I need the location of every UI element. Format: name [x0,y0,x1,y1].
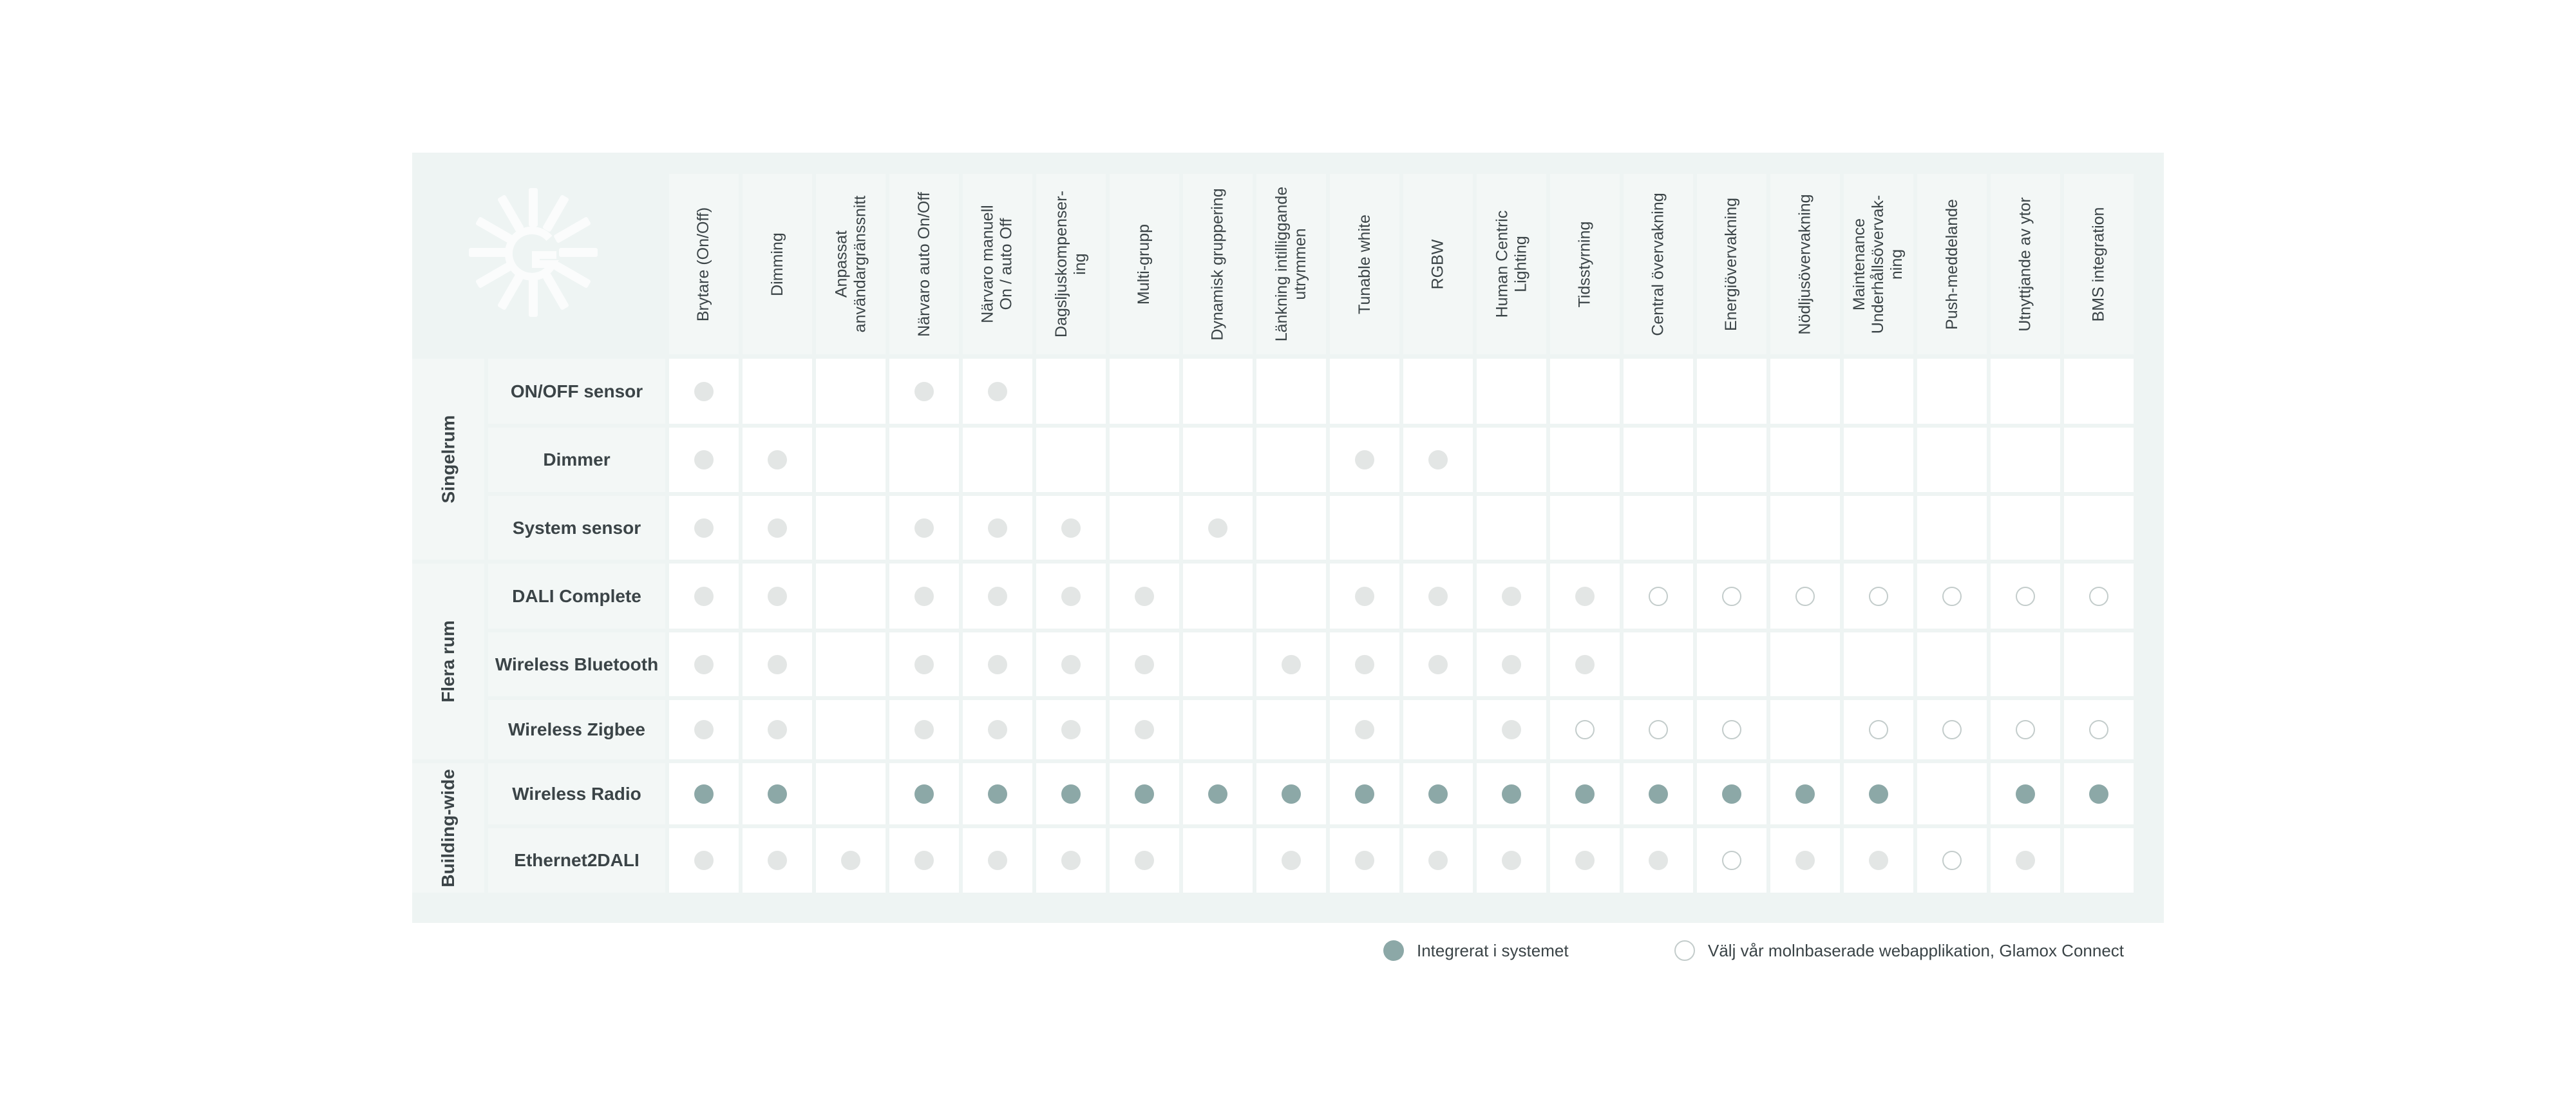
column-header [743,174,812,354]
integrated-dot-icon [988,784,1007,804]
supported-dot-icon [768,450,787,469]
supported-dot-icon [841,851,860,870]
table-cell [816,428,886,492]
integrated-dot-icon [1428,784,1448,804]
integrated-dot-icon [1722,784,1741,804]
table-cell [1477,496,1546,560]
column-header-label: Maintenance Underhållsövervak- ning [1850,194,1906,334]
supported-dot-icon [1502,655,1521,674]
column-header [1256,174,1326,354]
integrated-dot-icon [1649,784,1668,804]
integrated-dot-icon [694,784,714,804]
integrated-dot-icon [1795,784,1815,804]
table-cell [1403,496,1473,560]
supported-dot-icon [1061,851,1081,870]
supported-dot-icon [1575,655,1595,674]
cloud-option-dot-icon [1942,851,1962,870]
cloud-option-dot-icon [1722,851,1741,870]
column-header [1477,174,1546,354]
supported-dot-icon [768,518,787,538]
integrated-dot-icon [2016,784,2035,804]
supported-dot-icon [1355,655,1374,674]
table-cell [1256,700,1326,759]
supported-dot-icon [1061,655,1081,674]
group-label [412,564,484,759]
table-cell [1844,428,1913,492]
integrated-dot-icon [768,784,787,804]
supported-dot-icon [1135,720,1154,739]
filled-dot-icon [1383,940,1404,961]
table-cell [1770,428,1840,492]
integrated-dot-icon [1355,784,1374,804]
column-header-label: Dynamisk gruppering [1208,187,1227,341]
cloud-option-dot-icon [1649,587,1668,606]
table-cell [1770,359,1840,424]
supported-dot-icon [1869,851,1888,870]
column-header [1770,174,1840,354]
table-cell [1697,428,1766,492]
supported-dot-icon [1135,587,1154,606]
table-cell [816,564,886,629]
table-cell [1770,496,1840,560]
supported-dot-icon [1428,655,1448,674]
supported-dot-icon [694,587,714,606]
table-cell [1110,359,1179,424]
group-label-text: Building-wide [438,768,458,887]
supported-dot-icon [1282,655,1301,674]
column-header [1697,174,1766,354]
supported-dot-icon [914,382,934,401]
group-label-text: Singelrum [438,415,459,504]
table-cell [1183,828,1253,893]
table-cell [1477,359,1546,424]
table-cell [889,428,959,492]
table-cell [1844,496,1913,560]
supported-dot-icon [2016,851,2035,870]
table-cell [1183,428,1253,492]
cloud-option-dot-icon [1722,587,1741,606]
column-header [1110,174,1179,354]
column-header-label: Human Centric Lighting [1493,210,1530,318]
legend-cloud-label: Välj vår molnbaserade webapplikation, Glamox Connect [1708,940,2125,960]
supported-dot-icon [694,655,714,674]
supported-dot-icon [988,720,1007,739]
supported-dot-icon [1355,450,1374,469]
column-header-label: Länkning intilliggande utrymmen [1273,186,1309,342]
supported-dot-icon [1061,720,1081,739]
table-cell [1991,496,2060,560]
supported-dot-icon [1282,851,1301,870]
supported-dot-icon [694,450,714,469]
column-header-label: Central övervakning [1649,192,1667,336]
table-cell [1770,700,1840,759]
supported-dot-icon [1428,587,1448,606]
supported-dot-icon [1355,851,1374,870]
integrated-dot-icon [1061,784,1081,804]
supported-dot-icon [1575,587,1595,606]
row-label: Wireless Bluetooth [488,632,665,696]
integrated-dot-icon [2089,784,2108,804]
table-cell [2064,359,2134,424]
supported-dot-icon [1428,851,1448,870]
column-header-label: BMS integration [2089,207,2108,321]
column-header-label: Energiövervakning [1722,197,1741,331]
supported-dot-icon [988,655,1007,674]
supported-dot-icon [1502,720,1521,739]
supported-dot-icon [1428,450,1448,469]
supported-dot-icon [768,851,787,870]
table-cell [1330,496,1399,560]
table-cell [1036,359,1106,424]
table-cell [1183,632,1253,696]
supported-dot-icon [768,655,787,674]
cloud-option-dot-icon [1649,720,1668,739]
table-cell [1697,359,1766,424]
supported-dot-icon [988,851,1007,870]
table-cell [1770,632,1840,696]
supported-dot-icon [1649,851,1668,870]
column-header [1183,174,1253,354]
integrated-dot-icon [1282,784,1301,804]
supported-dot-icon [1355,720,1374,739]
table-cell [1624,359,1693,424]
table-cell [1256,496,1326,560]
table-cell [1624,496,1693,560]
column-header-label: Närvaro auto On/Off [914,191,933,337]
table-cell [1256,564,1326,629]
group-label [412,763,484,893]
supported-dot-icon [914,587,934,606]
column-header [1036,174,1106,354]
row-label: Wireless Radio [488,763,665,824]
column-header-label: RGBW [1428,239,1447,289]
table-cell [1477,428,1546,492]
supported-dot-icon [988,382,1007,401]
supported-dot-icon [1135,851,1154,870]
supported-dot-icon [988,587,1007,606]
supported-dot-icon [694,518,714,538]
row-label: DALI Complete [488,564,665,629]
table-cell [2064,632,2134,696]
table-cell [1917,496,1987,560]
column-header [1550,174,1620,354]
table-cell [1844,632,1913,696]
table-cell [1697,632,1766,696]
table-cell [1256,428,1326,492]
table-cell [1917,359,1987,424]
integrated-dot-icon [914,784,934,804]
supported-dot-icon [1502,587,1521,606]
table-cell [1991,632,2060,696]
column-header [816,174,886,354]
column-header-label: Brytare (On/Off) [694,207,713,321]
cloud-option-dot-icon [1795,587,1815,606]
column-header [1991,174,2060,354]
column-header-label: Nödljusövervakning [1795,193,1814,335]
column-header-label: Dimming [768,232,786,296]
column-header-label: Närvaro manuell On / auto Off [979,205,1016,323]
table-cell [1917,763,1987,824]
column-header-label: Multi-grupp [1135,223,1153,305]
supported-dot-icon [694,720,714,739]
table-cell [816,632,886,696]
supported-dot-icon [1502,851,1521,870]
table-cell [2064,496,2134,560]
table-cell [1624,428,1693,492]
column-header [1403,174,1473,354]
column-header [2064,174,2134,354]
supported-dot-icon [768,720,787,739]
table-cell [1844,359,1913,424]
group-label [412,359,484,560]
table-cell [1550,359,1620,424]
integrated-dot-icon [1869,784,1888,804]
outline-dot-icon [1674,940,1695,961]
supported-dot-icon [914,655,934,674]
table-cell [1917,428,1987,492]
integrated-dot-icon [1575,784,1595,804]
supported-dot-icon [988,518,1007,538]
row-label: System sensor [488,496,665,560]
supported-dot-icon [1061,518,1081,538]
cloud-option-dot-icon [2089,587,2108,606]
table-cell [1183,359,1253,424]
cloud-option-dot-icon [2016,587,2035,606]
cloud-option-dot-icon [1942,587,1962,606]
table-cell [816,700,886,759]
supported-dot-icon [1795,851,1815,870]
supported-dot-icon [914,720,934,739]
column-header [889,174,959,354]
supported-dot-icon [1355,587,1374,606]
table-cell [1183,564,1253,629]
table-cell [1550,428,1620,492]
row-label: ON/OFF sensor [488,359,665,424]
column-header-label: Tidsstyrning [1575,221,1594,307]
table-cell [743,359,812,424]
supported-dot-icon [768,587,787,606]
supported-dot-icon [1061,587,1081,606]
column-header [963,174,1032,354]
table-cell [1110,428,1179,492]
supported-dot-icon [914,518,934,538]
cloud-option-dot-icon [1869,720,1888,739]
table-cell [2064,428,2134,492]
table-cell [816,359,886,424]
supported-dot-icon [694,851,714,870]
cloud-option-dot-icon [1575,720,1595,739]
column-header-label: Anpassat användargränssnitt [832,195,869,333]
table-cell [2064,828,2134,893]
table-cell [816,763,886,824]
supported-dot-icon [914,851,934,870]
cloud-option-dot-icon [1722,720,1741,739]
table-cell [1110,496,1179,560]
legend-integrated [1383,940,1569,961]
integrated-dot-icon [1502,784,1521,804]
table-cell [1330,359,1399,424]
table-cell [963,428,1032,492]
row-label: Wireless Zigbee [488,700,665,759]
supported-dot-icon [1135,655,1154,674]
table-cell [816,496,886,560]
table-cell [1403,700,1473,759]
column-header-label: Tunable white [1355,214,1374,314]
cloud-option-dot-icon [1942,720,1962,739]
row-label: Ethernet2DALI [488,828,665,893]
integrated-dot-icon [1135,784,1154,804]
supported-dot-icon [1575,851,1595,870]
row-label: Dimmer [488,428,665,492]
column-header-label: Dagsljuskompenser- ing [1052,191,1089,337]
table-cell [1917,632,1987,696]
column-header [669,174,739,354]
column-header [1844,174,1913,354]
column-header [1917,174,1987,354]
table-cell [1403,359,1473,424]
table-cell [1991,428,2060,492]
table-cell [1256,359,1326,424]
column-header [1624,174,1693,354]
table-cell [1183,700,1253,759]
group-label-text: Flera rum [438,620,459,703]
legend-integrated-label: Integrerat i systemet [1417,940,1569,960]
table-cell [1036,428,1106,492]
legend-cloud [1674,940,2124,961]
column-header-label: Utnyttjande av ytor [2016,196,2034,332]
cloud-option-dot-icon [2089,720,2108,739]
supported-dot-icon [694,382,714,401]
table-cell [1991,359,2060,424]
table-cell [1624,632,1693,696]
integrated-dot-icon [1208,784,1227,804]
table-cell [1550,496,1620,560]
glamox-logo-icon [469,188,598,317]
table-cell [1697,496,1766,560]
supported-dot-icon [1208,518,1227,538]
cloud-option-dot-icon [1869,587,1888,606]
cloud-option-dot-icon [2016,720,2035,739]
column-header-label: Push-meddelande [1942,198,1961,330]
column-header [1330,174,1399,354]
